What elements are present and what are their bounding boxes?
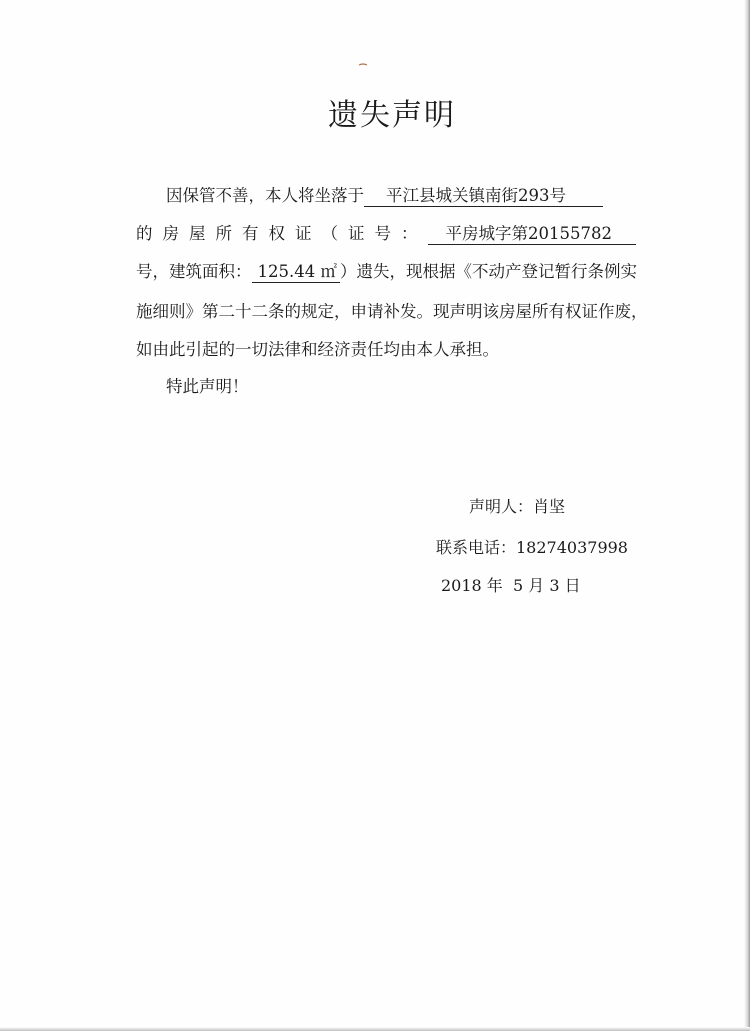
scan-edge-right [744, 0, 750, 1031]
line3-suffix: ）遗失，现根据《不动产登记暂行条例实 [339, 262, 637, 281]
body-line-5: 如由此引起的一切法律和经济责任均由本人承担。 [136, 340, 499, 359]
contact-phone: 联系电话：18274037998 [436, 538, 628, 557]
body-line-4: 施细则》第二十二条的规定，申请补发。现声明该房屋所有权证作废， [136, 302, 648, 321]
cert-number-field: 平房城字第20155782 [428, 224, 636, 245]
body-line-2 [136, 223, 636, 245]
closing-line: 特此声明！ [166, 377, 249, 396]
declaration-date: 2018 年 5 月 3 日 [441, 576, 581, 595]
line3-prefix: 号，建筑面积： [136, 262, 252, 281]
line1-prefix: 因保管不善，本人将坐落于 [166, 186, 364, 205]
line2-prefix: 的房屋所有权证（证号： [136, 224, 428, 243]
scan-edge-bottom [0, 1027, 750, 1031]
address-field: 平江县城关镇南街293号 [364, 186, 603, 207]
area-field: 125.44 ㎡ [252, 262, 340, 283]
declaration-title: 遗失声明 [328, 98, 456, 133]
body-line-1 [166, 185, 603, 207]
scan-speck [358, 63, 368, 67]
body-line-3 [136, 261, 637, 283]
declarant-name: 声明人：肖坚 [469, 497, 566, 516]
